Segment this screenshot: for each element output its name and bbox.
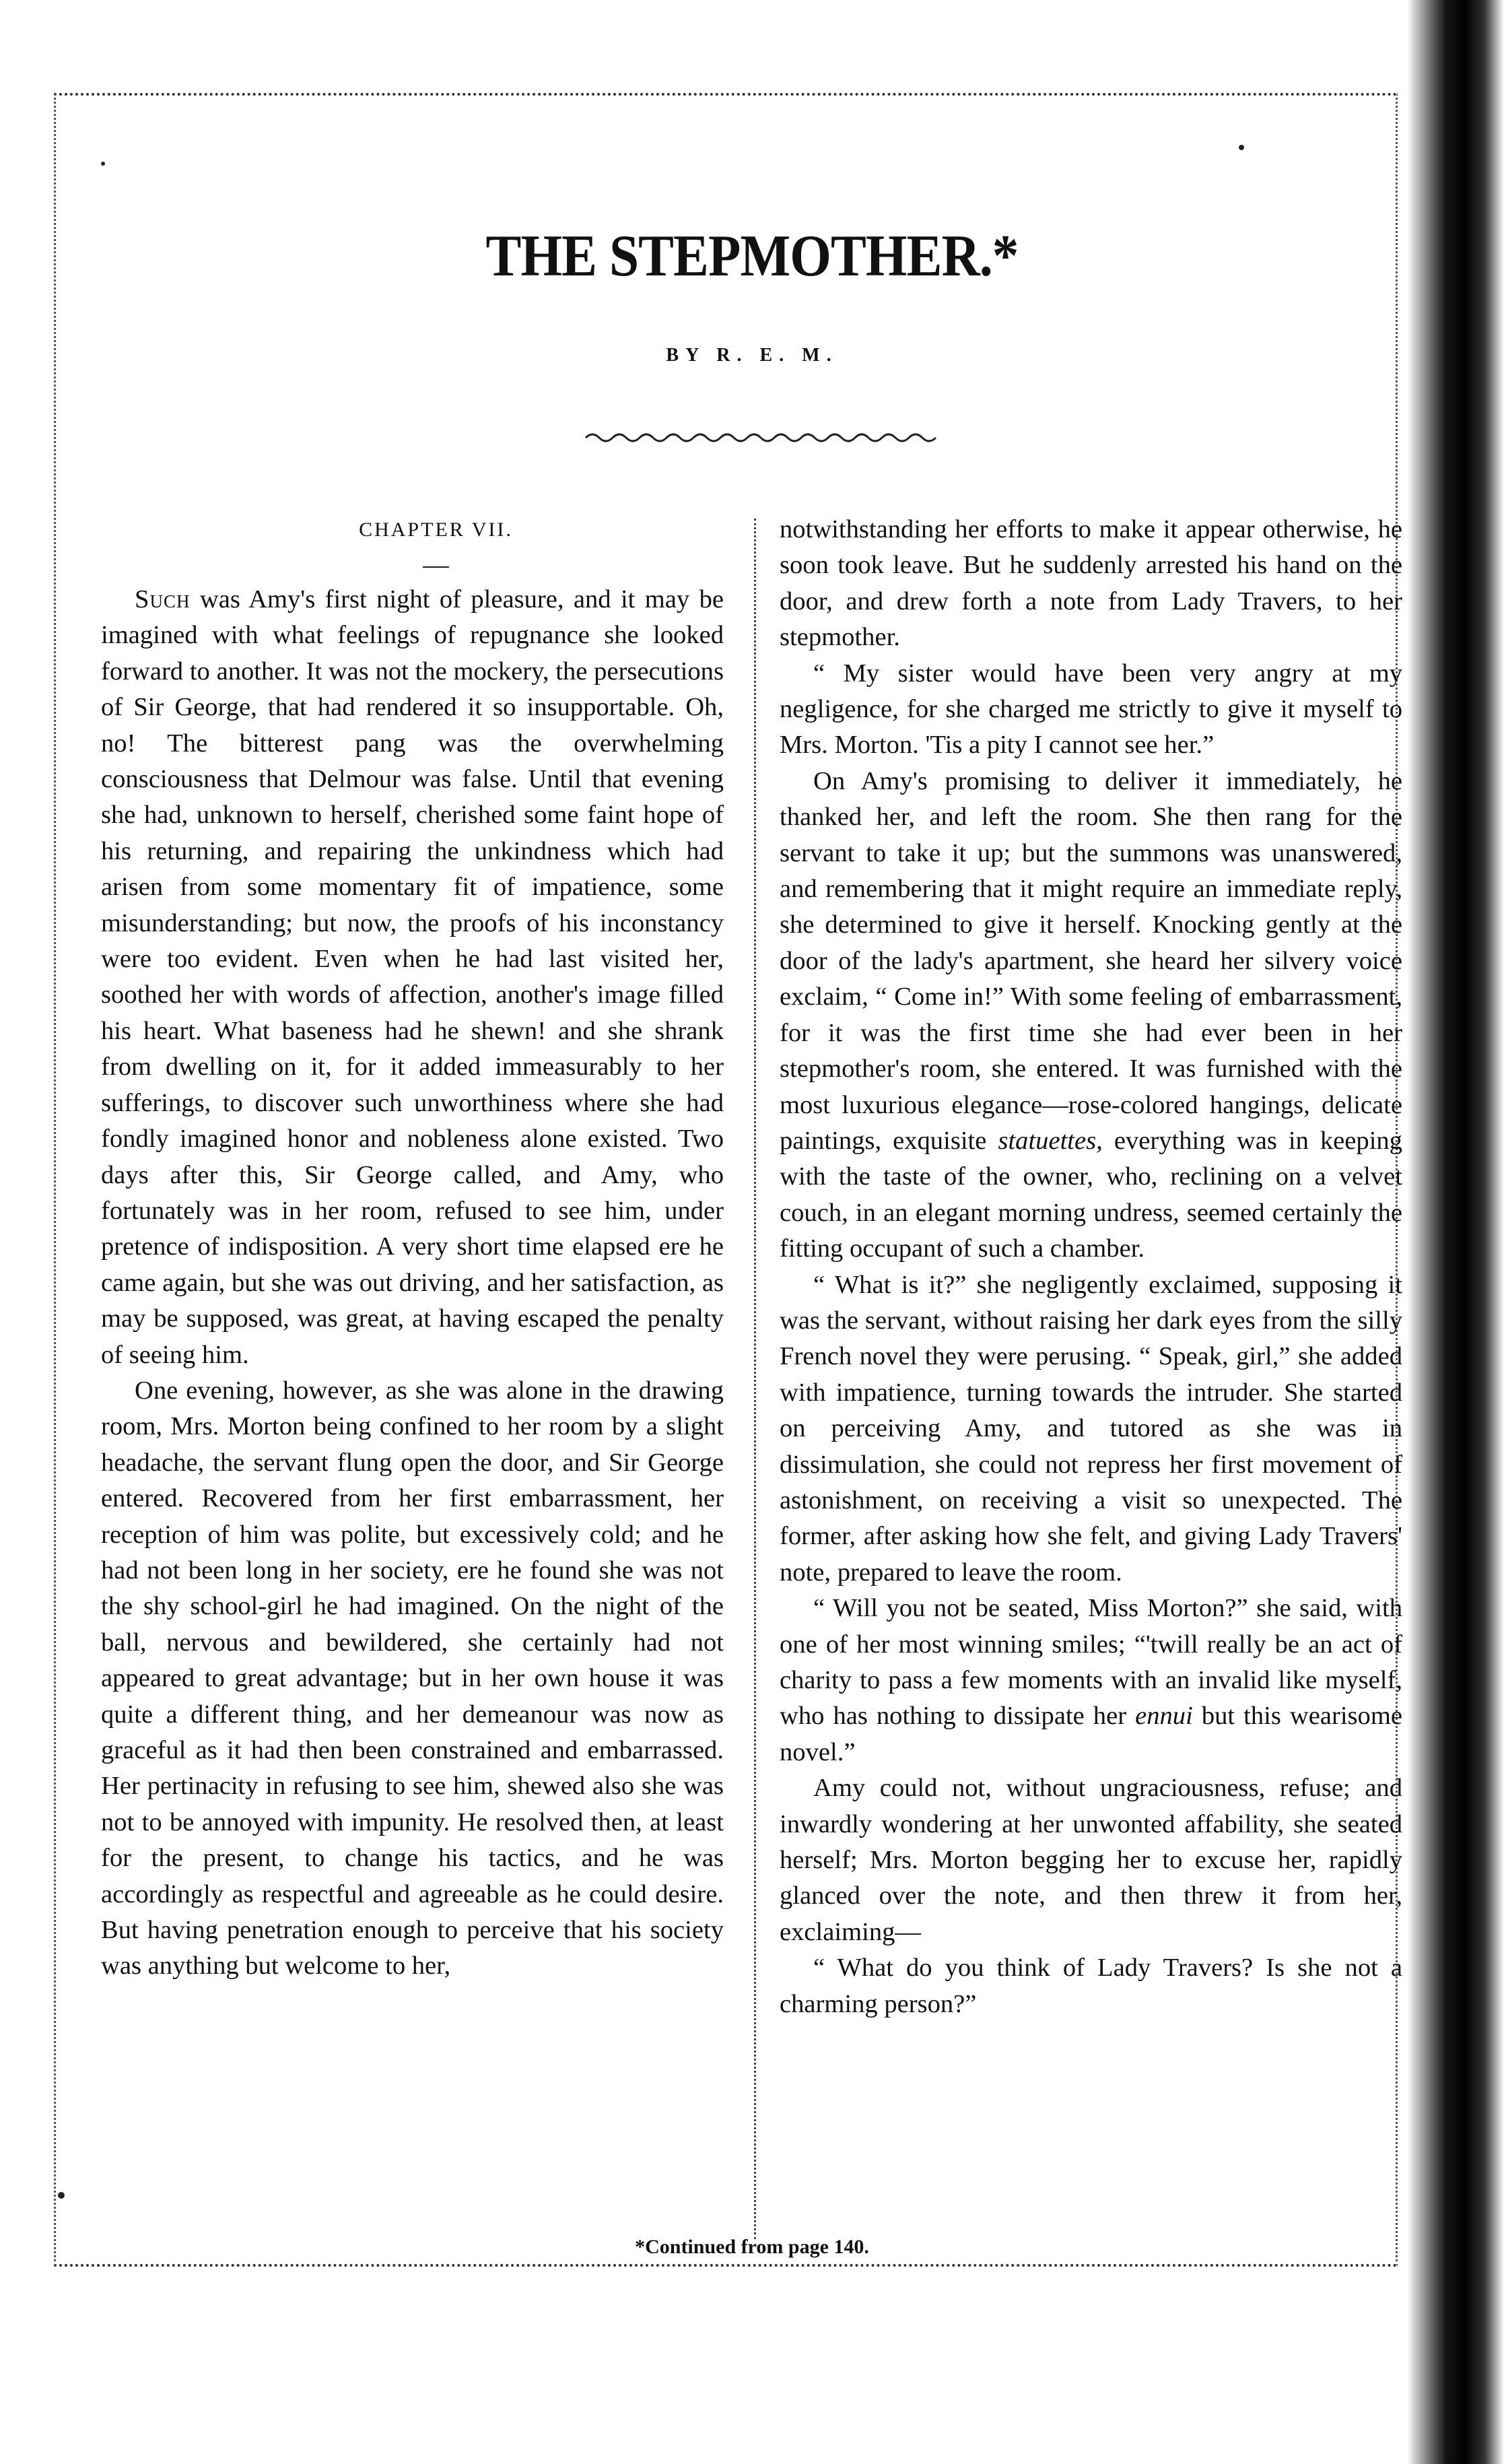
chapter-heading: CHAPTER VII.: [359, 519, 513, 541]
italic-word: ennui: [1135, 1702, 1193, 1731]
author-byline: BY R. E. M.: [666, 345, 838, 366]
column-divider: [754, 519, 756, 2239]
paragraph: notwithstanding her efforts to make it appear otherwise, he soon took leave. But he suddenly arrested his hand on the door, and drew forth a note from Lady Travers, to her stepmother.: [780, 515, 1402, 652]
paragraph-text: but this wearisome novel.”: [780, 1702, 1402, 1766]
paragraph: [780, 764, 1402, 1267]
paragraph: [780, 1591, 1402, 1770]
drop-word: Such: [135, 585, 191, 613]
chapter-dash: —: [423, 551, 449, 579]
paragraph-text: was Amy's first night of pleasure, and it may be imagined with what feelings of repugnance she looked forward to another. It was not the mockery, the persecutions of Sir George, that had rendered it so insupportable. Oh, no! The bitterest pang was the overwhelming consciousness that Delmour was false. Until that evening she had, unknown to herself, cherished some faint hope of his returning, and repairing the unkindness which had arisen from some momentary fit of impatience, some misunderstanding; but now, the proofs of his inconstancy were too evident. Even when he had last visited her, soothed her with words of affection, another's image filled his heart. What baseness had he shewn! and she shrank from dwelling on it, for it added immeasurably to her sufferings, to discover such unworthiness where she had fondly imagined honor and nobleness alone existed. Two days after this, Sir George called, and Amy, who fortunately was in her room, refused to see him, under pretence of indisposition. A very short time elapsed ere he came again, but she was out driving, and her satisfaction, as may be supposed, was great, at having escaped the penalty of seeing him.: [101, 585, 724, 1369]
binding-shadow: [1407, 0, 1504, 2464]
paragraph: “ What do you think of Lady Travers? Is she not a charming person?”: [780, 1954, 1402, 2018]
ink-mark: [1239, 145, 1244, 150]
ink-mark: [101, 162, 105, 166]
paragraph: “ My sister would have been very angry at my negligence, for she charged me strictly to give it myself to Mrs. Morton. 'Tis a pity I cannot see her.”: [780, 659, 1402, 760]
paragraph: “ What is it?” she negligently exclaimed, supposing it was the servant, without raising her dark eyes from the silly French novel they were perusing. “ Speak, girl,” she added with impatience, turning towards the intruder. She started on perceiving Amy, and tutored as she was in dissimulation, she could not repress her first movement of astonishment, on receiving a visit so unexpected. The former, after asking how she felt, and giving Lady Travers' note, prepared to leave the room.: [780, 1270, 1402, 1587]
paragraph-text: “ Will you not be seated, Miss Morton?” she said, with one of her most winning smiles; “'twill really be an act of charity to pass a few moments with an invalid like myself, who has nothing to dissipate her: [780, 1594, 1402, 1731]
paragraph: One evening, however, as she was alone in the drawing room, Mrs. Morton being confined to her room by a slight headache, the servant flung open the door, and Sir George entered. Recovered from her first embarrassment, her reception of him was polite, but excessively cold; and he had not been long in her society, ere he found she was not the shy school-girl he had imagined. On the night of the ball, nervous and bewildered, she certainly had not appeared to great advantage; but in her own house it was quite a different thing, and her demeanour was now as graceful as it had then been constrained and embarrassed. Her pertinacity in refusing to see him, shewed also she was not to be annoyed with impunity. He resolved then, at least for the present, to change his tactics, and he was accordingly as respectful and agreeable as he could desire. But having penetration enough to perceive that his society was anything but welcome to her,: [101, 1376, 724, 1980]
left-column: [101, 512, 724, 1985]
paragraph: [101, 582, 724, 1373]
paragraph: Amy could not, without ungraciousness, refuse; and inwardly wondering at her unwonted affability, she seated herself; Mrs. Morton begging her to excuse her, rapidly glanced over the note, and then threw it from her, exclaiming—: [780, 1774, 1402, 1946]
ink-mark: [58, 2192, 65, 2199]
paragraph-text: On Amy's promising to deliver it immediately, he thanked her, and left the room. She then rang for the servant to take it up; but the summons was unanswered, and remembering that it might require an immediate reply, she determined to give it herself. Knocking gently at the door of the lady's apartment, she heard her silvery voice exclaim, “ Come in!” With some feeling of embarrassment, for it was the first time she had ever been in her stepmother's room, she entered. It was furnished with the most luxurious elegance—rose-colored hangings, delicate paintings, exquisite: [780, 766, 1402, 1155]
ornamental-divider: [579, 428, 943, 448]
italic-word: statuettes,: [998, 1126, 1103, 1155]
right-column: [780, 512, 1402, 2022]
article-title: THE STEPMOTHER.*: [485, 224, 1019, 289]
footnote: *Continued from page 140.: [635, 2236, 869, 2258]
paragraph-text: everything was in keeping with the taste of the owner, who, reclining on a velvet couch, in an elegant morning undress, seemed certainly the fitting occupant of such a chamber.: [780, 1126, 1402, 1263]
